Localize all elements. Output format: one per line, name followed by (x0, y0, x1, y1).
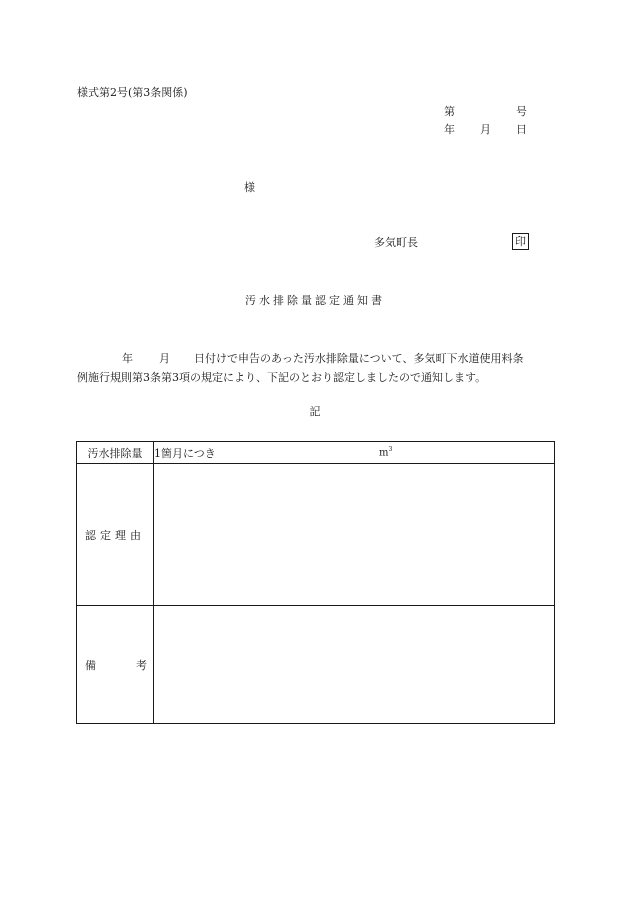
label-remarks-right: 考 (136, 658, 147, 672)
value-remarks (154, 606, 555, 724)
date-month: 月 (480, 123, 491, 136)
label-reason: 認定理由 (77, 464, 154, 606)
label-discharge-volume: 汚水排除量 (77, 442, 154, 464)
document-title: 汚水排除量認定通知書 (245, 294, 385, 307)
unit-base: m (379, 447, 389, 459)
date-day: 日 (516, 123, 527, 136)
recipient-honorific: 様 (244, 181, 255, 194)
body-month: 月 (159, 352, 170, 365)
seal-mark: 印 (512, 233, 529, 250)
doc-no-go: 号 (516, 105, 527, 118)
notice-body-line-1 (77, 349, 557, 368)
notice-body (77, 349, 557, 387)
date-year: 年 (444, 123, 455, 136)
certification-table (76, 441, 555, 724)
unit-exponent: 3 (388, 446, 393, 453)
doc-no-dai: 第 (444, 105, 455, 118)
per-month-text: 1箇月につき (154, 446, 216, 460)
body-line1-rest: 日付けで申告のあった汚水排除量について、多気町下水道使用料条 (194, 352, 524, 365)
table-row-reason (77, 464, 555, 606)
table-row-remarks (77, 606, 555, 724)
table-row-discharge-volume (77, 442, 555, 464)
ki-heading: 記 (309, 405, 321, 418)
label-remarks (77, 606, 154, 724)
body-year: 年 (122, 352, 133, 365)
label-remarks-left: 備 (85, 658, 96, 672)
form-number: 様式第2号(第3条関係) (77, 86, 188, 99)
value-discharge-volume (154, 442, 555, 464)
unit-cubic-meter (379, 446, 392, 458)
notice-body-line-2: 例施行規則第3条第3項の規定により、下記のとおり認定しましたので通知します。 (77, 371, 487, 384)
value-reason (154, 464, 555, 606)
issuer-name: 多気町長 (374, 236, 418, 249)
